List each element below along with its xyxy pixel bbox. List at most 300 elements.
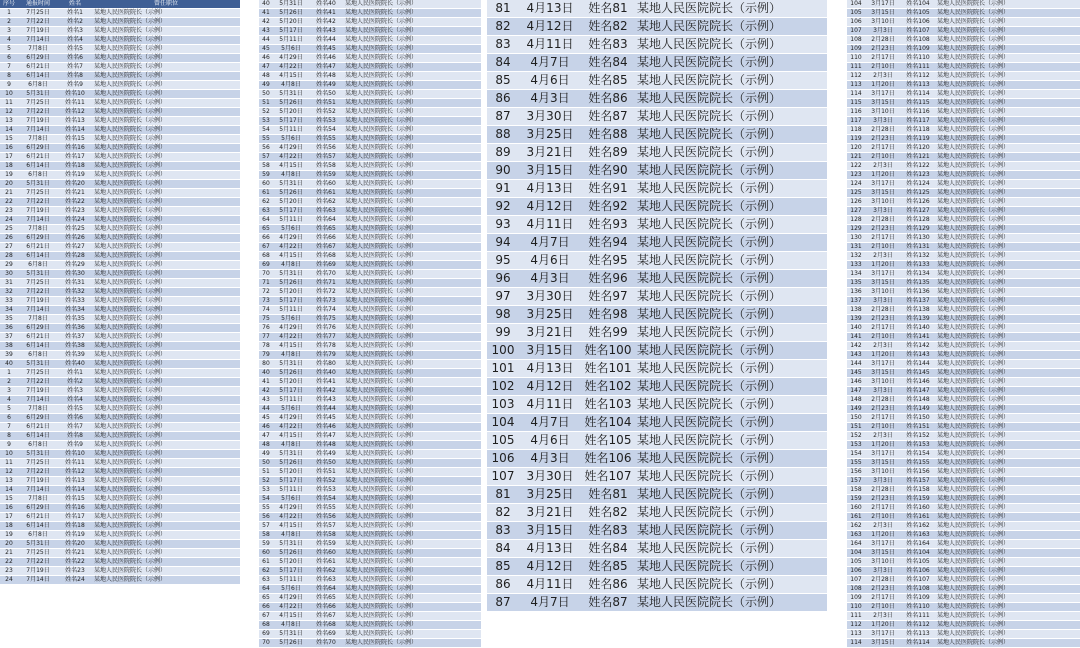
cell-name: 姓名106 xyxy=(901,567,935,576)
cell-name: 姓名42 xyxy=(309,387,343,396)
table-row xyxy=(259,45,481,54)
cell-name: 姓名4 xyxy=(58,396,92,405)
cell-num: 3月30日 xyxy=(519,108,581,126)
cell-name: 姓名1 xyxy=(58,369,92,378)
cell-name: 姓名49 xyxy=(309,81,343,90)
table-row xyxy=(847,243,1080,252)
cell-num: 3月3日 xyxy=(865,567,901,576)
cell-num: 111 xyxy=(847,63,865,72)
cell-num: 95 xyxy=(487,252,519,270)
cell-name: 姓名59 xyxy=(309,171,343,180)
cell-name: 姓名152 xyxy=(901,432,935,441)
cell-num: 6月29日 xyxy=(18,504,58,513)
cell-pos: 某地人民医院院长（示例） xyxy=(935,639,1080,648)
cell-name: 姓名30 xyxy=(58,270,92,279)
table-row xyxy=(847,63,1080,72)
table-row xyxy=(0,171,240,180)
cell-pos: 某地人民医院院长（示例） xyxy=(935,612,1080,621)
cell-pos: 某地人民医院院长（示例） xyxy=(92,234,240,243)
cell-pos: 某地人民医院院长（示例） xyxy=(935,405,1080,414)
cell-num: 18 xyxy=(0,162,18,171)
cell-pos: 某地人民医院院长（示例） xyxy=(92,225,240,234)
cell-num: 2月3日 xyxy=(865,72,901,81)
cell-pos: 某地人民医院院长（示例） xyxy=(343,315,481,324)
cell-pos: 某地人民医院院长（示例） xyxy=(935,306,1080,315)
table-row xyxy=(259,18,481,27)
table-row xyxy=(0,126,240,135)
cell-num: 7月14日 xyxy=(18,126,58,135)
table-row xyxy=(0,72,240,81)
cell-name: 姓名108 xyxy=(901,36,935,45)
cell-pos: 某地人民医院院长（示例） xyxy=(635,468,827,486)
cell-name: 姓名50 xyxy=(309,90,343,99)
cell-num: 3月10日 xyxy=(865,558,901,567)
cell-num: 5月11日 xyxy=(273,486,309,495)
table-row xyxy=(847,522,1080,531)
table-row xyxy=(847,630,1080,639)
cell-num: 24 xyxy=(0,216,18,225)
cell-pos: 某地人民医院院长（示例） xyxy=(343,495,481,504)
cell-num: 15 xyxy=(0,135,18,144)
cell-num: 87 xyxy=(487,108,519,126)
cell-num: 7月19日 xyxy=(18,297,58,306)
cell-name: 姓名21 xyxy=(58,189,92,198)
cell-pos: 某地人民医院院长（示例） xyxy=(92,306,240,315)
cell-pos: 某地人民医院院长（示例） xyxy=(935,234,1080,243)
table-row xyxy=(0,540,240,549)
cell-num: 6月21日 xyxy=(18,423,58,432)
cell-num: 123 xyxy=(847,171,865,180)
cell-pos: 某地人民医院院长（示例） xyxy=(92,153,240,162)
cell-num: 4月7日 xyxy=(519,594,581,612)
cell-num: 86 xyxy=(487,576,519,594)
cell-num: 49 xyxy=(259,81,273,90)
table-row xyxy=(259,450,481,459)
cell-num: 127 xyxy=(847,207,865,216)
table-row xyxy=(487,234,827,252)
cell-num: 103 xyxy=(487,396,519,414)
cell-pos: 某地人民医院院长（示例） xyxy=(343,153,481,162)
cell-num: 2月23日 xyxy=(865,135,901,144)
cell-pos: 某地人民医院院长（示例） xyxy=(343,477,481,486)
table-row xyxy=(0,414,240,423)
cell-name: 姓名22 xyxy=(58,198,92,207)
cell-pos: 某地人民医院院长（示例） xyxy=(343,162,481,171)
cell-pos: 某地人民医院院长（示例） xyxy=(635,36,827,54)
cell-name: 姓名74 xyxy=(309,306,343,315)
table-row xyxy=(0,288,240,297)
cell-num: 2月17日 xyxy=(865,234,901,243)
cell-num: 5月20日 xyxy=(273,18,309,27)
table-row xyxy=(847,504,1080,513)
cell-pos: 某地人民医院院长（示例） xyxy=(635,504,827,522)
cell-num: 33 xyxy=(0,297,18,306)
table-row xyxy=(0,387,240,396)
cell-num: 101 xyxy=(487,360,519,378)
cell-name: 姓名50 xyxy=(309,459,343,468)
table-row xyxy=(847,144,1080,153)
cell-num: 3月15日 xyxy=(865,279,901,288)
table-row xyxy=(0,54,240,63)
table-row xyxy=(847,198,1080,207)
cell-name: 姓名117 xyxy=(901,117,935,126)
cell-num: 109 xyxy=(847,45,865,54)
cell-num: 5月20日 xyxy=(273,378,309,387)
cell-pos: 某地人民医院院长（示例） xyxy=(343,558,481,567)
table-row xyxy=(0,9,240,18)
cell-num: 8 xyxy=(0,432,18,441)
cell-num: 14 xyxy=(0,486,18,495)
cell-num: 5月31日 xyxy=(273,90,309,99)
cell-num: 7月8日 xyxy=(18,495,58,504)
cell-num: 48 xyxy=(259,441,273,450)
cell-name: 姓名110 xyxy=(901,54,935,63)
cell-num: 4月7日 xyxy=(519,414,581,432)
cell-num: 3月17日 xyxy=(865,450,901,459)
cell-num: 4月6日 xyxy=(519,432,581,450)
table-row xyxy=(847,513,1080,522)
cell-num: 3月3日 xyxy=(865,477,901,486)
cell-num: 5月31日 xyxy=(18,540,58,549)
cell-name: 姓名32 xyxy=(58,288,92,297)
cell-num: 36 xyxy=(0,324,18,333)
table-row xyxy=(847,234,1080,243)
cell-num: 1月20日 xyxy=(865,171,901,180)
cell-name: 姓名90 xyxy=(581,162,635,180)
table-row xyxy=(0,279,240,288)
table-row xyxy=(847,585,1080,594)
cell-name: 姓名31 xyxy=(58,279,92,288)
cell-num: 1 xyxy=(0,9,18,18)
cell-num: 4月15日 xyxy=(273,522,309,531)
cell-name: 姓名96 xyxy=(581,270,635,288)
cell-num: 61 xyxy=(259,558,273,567)
cell-pos: 某地人民医院院长（示例） xyxy=(935,414,1080,423)
cell-num: 4月8日 xyxy=(273,441,309,450)
cell-pos: 某地人民医院院长（示例） xyxy=(635,18,827,36)
cell-pos: 某地人民医院院长（示例） xyxy=(935,162,1080,171)
cell-pos: 某地人民医院院长（示例） xyxy=(635,162,827,180)
cell-num: 28 xyxy=(0,252,18,261)
cell-num: 4月6日 xyxy=(519,252,581,270)
cell-pos: 某地人民医院院长（示例） xyxy=(935,153,1080,162)
cell-num: 3月15日 xyxy=(865,189,901,198)
table-row xyxy=(0,477,240,486)
table-row xyxy=(259,153,481,162)
cell-num: 51 xyxy=(259,99,273,108)
table-row xyxy=(259,459,481,468)
cell-num: 59 xyxy=(259,540,273,549)
cell-name: 姓名97 xyxy=(581,288,635,306)
cell-name: 姓名143 xyxy=(901,351,935,360)
cell-num: 6 xyxy=(0,414,18,423)
cell-name: 姓名106 xyxy=(581,450,635,468)
cell-num: 121 xyxy=(847,153,865,162)
cell-name: 姓名19 xyxy=(58,171,92,180)
cell-pos: 某地人民医院院长（示例） xyxy=(635,324,827,342)
cell-name: 姓名109 xyxy=(901,594,935,603)
cell-num: 4月11日 xyxy=(519,396,581,414)
cell-num: 153 xyxy=(847,441,865,450)
cell-pos: 某地人民医院院长（示例） xyxy=(343,9,481,18)
table-row xyxy=(259,441,481,450)
cell-pos: 某地人民医院院长（示例） xyxy=(635,450,827,468)
cell-num: 80 xyxy=(259,360,273,369)
cell-num: 64 xyxy=(259,585,273,594)
cell-num: 5月17日 xyxy=(273,477,309,486)
cell-num: 138 xyxy=(847,306,865,315)
table-row xyxy=(847,396,1080,405)
cell-name: 姓名3 xyxy=(58,27,92,36)
cell-name: 姓名112 xyxy=(901,621,935,630)
cell-num: 2月10日 xyxy=(865,603,901,612)
cell-num: 55 xyxy=(259,135,273,144)
cell-pos: 某地人民医院院长（示例） xyxy=(343,531,481,540)
cell-num: 5月26日 xyxy=(273,279,309,288)
cell-name: 姓名81 xyxy=(581,486,635,504)
cell-num: 109 xyxy=(847,594,865,603)
cell-pos: 某地人民医院院长（示例） xyxy=(343,387,481,396)
cell-name: 姓名23 xyxy=(58,567,92,576)
cell-num: 35 xyxy=(0,315,18,324)
cell-name: 姓名92 xyxy=(581,198,635,216)
cell-name: 姓名84 xyxy=(581,540,635,558)
table-row xyxy=(487,180,827,198)
cell-num: 37 xyxy=(0,333,18,342)
table-row xyxy=(259,63,481,72)
table-row xyxy=(259,540,481,549)
cell-name: 姓名105 xyxy=(901,9,935,18)
table-row xyxy=(259,9,481,18)
cell-num: 4月8日 xyxy=(273,171,309,180)
cell-num: 116 xyxy=(847,108,865,117)
table-row xyxy=(259,495,481,504)
cell-num: 4月22日 xyxy=(273,603,309,612)
cell-name: 姓名106 xyxy=(901,18,935,27)
cell-num: 141 xyxy=(847,333,865,342)
cell-name: 姓名53 xyxy=(309,117,343,126)
cell-num: 4月29日 xyxy=(273,144,309,153)
table-row xyxy=(259,234,481,243)
cell-name: 姓名111 xyxy=(901,612,935,621)
table-row xyxy=(0,378,240,387)
table-row xyxy=(0,261,240,270)
cell-num: 40 xyxy=(259,0,273,9)
cell-pos: 某地人民医院院长（示例） xyxy=(343,450,481,459)
cell-name: 姓名10 xyxy=(58,450,92,459)
cell-num: 7月22日 xyxy=(18,18,58,27)
cell-num: 158 xyxy=(847,486,865,495)
cell-num: 85 xyxy=(487,72,519,90)
cell-name: 姓名157 xyxy=(901,477,935,486)
cell-name: 姓名159 xyxy=(901,495,935,504)
cell-num: 6月8日 xyxy=(18,351,58,360)
table-row xyxy=(487,540,827,558)
cell-pos: 某地人民医院院长（示例） xyxy=(92,369,240,378)
cell-pos: 某地人民医院院长（示例） xyxy=(343,549,481,558)
cell-pos: 某地人民医院院长（示例） xyxy=(92,207,240,216)
cell-num: 5月31日 xyxy=(18,360,58,369)
cell-num: 13 xyxy=(0,117,18,126)
cell-pos: 某地人民医院院长（示例） xyxy=(935,378,1080,387)
cell-num: 110 xyxy=(847,603,865,612)
cell-num: 131 xyxy=(847,243,865,252)
cell-name: 姓名133 xyxy=(901,261,935,270)
cell-num: 5月31日 xyxy=(273,630,309,639)
table-row xyxy=(259,369,481,378)
cell-name: 姓名70 xyxy=(309,270,343,279)
cell-pos: 某地人民医院院长（示例） xyxy=(343,297,481,306)
cell-num: 4月11日 xyxy=(519,216,581,234)
cell-name: 姓名82 xyxy=(581,504,635,522)
cell-name: 姓名148 xyxy=(901,396,935,405)
cell-name: 姓名63 xyxy=(309,207,343,216)
cell-name: 姓名11 xyxy=(58,99,92,108)
cell-num: 5月17日 xyxy=(273,27,309,36)
table-row xyxy=(0,504,240,513)
cell-pos: 某地人民医院院长（示例） xyxy=(92,144,240,153)
cell-pos: 某地人民医院院长（示例） xyxy=(343,513,481,522)
cell-num: 163 xyxy=(847,531,865,540)
cell-pos: 某地人民医院院长（示例） xyxy=(343,594,481,603)
cell-name: 姓名104 xyxy=(901,549,935,558)
cell-num: 3 xyxy=(0,27,18,36)
cell-pos: 某地人民医院院长（示例） xyxy=(343,405,481,414)
cell-num: 5月26日 xyxy=(273,639,309,648)
cell-num: 119 xyxy=(847,135,865,144)
cell-pos: 某地人民医院院长（示例） xyxy=(92,54,240,63)
cell-num: 12 xyxy=(0,468,18,477)
table-row xyxy=(0,234,240,243)
cell-num: 161 xyxy=(847,513,865,522)
table-row xyxy=(847,261,1080,270)
cell-num: 5月6日 xyxy=(273,495,309,504)
cell-name: 姓名4 xyxy=(58,36,92,45)
cell-num: 4月7日 xyxy=(519,54,581,72)
cell-pos: 某地人民医院院长（示例） xyxy=(935,315,1080,324)
cell-name: 姓名83 xyxy=(581,522,635,540)
cell-num: 62 xyxy=(259,198,273,207)
cell-num: 73 xyxy=(259,297,273,306)
cell-num: 6月14日 xyxy=(18,252,58,261)
cell-pos: 某地人民医院院长（示例） xyxy=(343,585,481,594)
cell-pos: 某地人民医院院长（示例） xyxy=(343,369,481,378)
table-row xyxy=(0,162,240,171)
table-row xyxy=(259,225,481,234)
table-row xyxy=(847,567,1080,576)
cell-pos: 某地人民医院院长（示例） xyxy=(935,99,1080,108)
cell-num: 160 xyxy=(847,504,865,513)
cell-num: 4月12日 xyxy=(519,378,581,396)
cell-num: 3月10日 xyxy=(865,108,901,117)
table-row xyxy=(0,306,240,315)
cell-pos: 某地人民医院院长（示例） xyxy=(343,27,481,36)
cell-name: 姓名108 xyxy=(901,585,935,594)
cell-name: 姓名16 xyxy=(58,504,92,513)
table-row xyxy=(847,423,1080,432)
cell-name: 姓名78 xyxy=(309,342,343,351)
cell-num: 2月17日 xyxy=(865,324,901,333)
cell-name: 姓名43 xyxy=(309,27,343,36)
cell-name: 姓名52 xyxy=(309,477,343,486)
cell-pos: 某地人民医院院长（示例） xyxy=(935,63,1080,72)
cell-num: 6月29日 xyxy=(18,54,58,63)
cell-pos: 某地人民医院院长（示例） xyxy=(92,450,240,459)
cell-name: 姓名23 xyxy=(58,207,92,216)
table-row xyxy=(259,522,481,531)
cell-name: 姓名84 xyxy=(581,54,635,72)
cell-name: 姓名16 xyxy=(58,144,92,153)
table-row xyxy=(847,594,1080,603)
cell-pos: 某地人民医院院长（示例） xyxy=(92,324,240,333)
cell-name: 姓名115 xyxy=(901,99,935,108)
cell-pos: 某地人民医院院长（示例） xyxy=(343,576,481,585)
table-row xyxy=(0,90,240,99)
table-row xyxy=(487,288,827,306)
cell-num: 5月26日 xyxy=(273,9,309,18)
cell-pos: 某地人民医院院长（示例） xyxy=(635,540,827,558)
table-row xyxy=(487,0,827,18)
cell-pos: 某地人民医院院长（示例） xyxy=(92,333,240,342)
cell-num: 6月8日 xyxy=(18,171,58,180)
cell-name: 姓名163 xyxy=(901,531,935,540)
table-row xyxy=(487,198,827,216)
cell-num: 5月6日 xyxy=(273,405,309,414)
cell-name: 姓名55 xyxy=(309,504,343,513)
cell-num: 43 xyxy=(259,396,273,405)
cell-pos: 某地人民医院院长（示例） xyxy=(635,594,827,612)
cell-num: 2月28日 xyxy=(865,576,901,585)
cell-num: 14 xyxy=(0,126,18,135)
cell-pos: 某地人民医院院长（示例） xyxy=(635,270,827,288)
cell-pos: 某地人民医院院长（示例） xyxy=(935,504,1080,513)
cell-pos: 某地人民医院院长（示例） xyxy=(935,522,1080,531)
cell-pos: 某地人民医院院长（示例） xyxy=(343,81,481,90)
table-row xyxy=(0,450,240,459)
cell-num: 7月19日 xyxy=(18,207,58,216)
table-panel-1 xyxy=(0,0,240,583)
cell-name: 姓名160 xyxy=(901,504,935,513)
cell-num: 2月3日 xyxy=(865,252,901,261)
cell-num: 3月25日 xyxy=(519,486,581,504)
table-row xyxy=(487,108,827,126)
table-row xyxy=(0,495,240,504)
cell-num: 2月23日 xyxy=(865,495,901,504)
cell-name: 姓名95 xyxy=(581,252,635,270)
cell-name: 姓名146 xyxy=(901,378,935,387)
cell-num: 142 xyxy=(847,342,865,351)
cell-num: 13 xyxy=(0,477,18,486)
cell-num: 5月11日 xyxy=(273,396,309,405)
cell-name: 姓名68 xyxy=(309,252,343,261)
table-row xyxy=(259,54,481,63)
cell-num: 7月14日 xyxy=(18,576,58,585)
table-row xyxy=(0,531,240,540)
cell-name: 姓名87 xyxy=(581,594,635,612)
table-row xyxy=(0,522,240,531)
table-row xyxy=(847,180,1080,189)
cell-name: 姓名162 xyxy=(901,522,935,531)
cell-name: 姓名109 xyxy=(901,45,935,54)
table-row xyxy=(0,216,240,225)
cell-pos: 某地人民医院院长（示例） xyxy=(935,594,1080,603)
table-row xyxy=(487,162,827,180)
cell-name: 姓名119 xyxy=(901,135,935,144)
cell-num: 53 xyxy=(259,117,273,126)
cell-num: 2月3日 xyxy=(865,432,901,441)
table-row xyxy=(0,252,240,261)
cell-num: 2月10日 xyxy=(865,513,901,522)
